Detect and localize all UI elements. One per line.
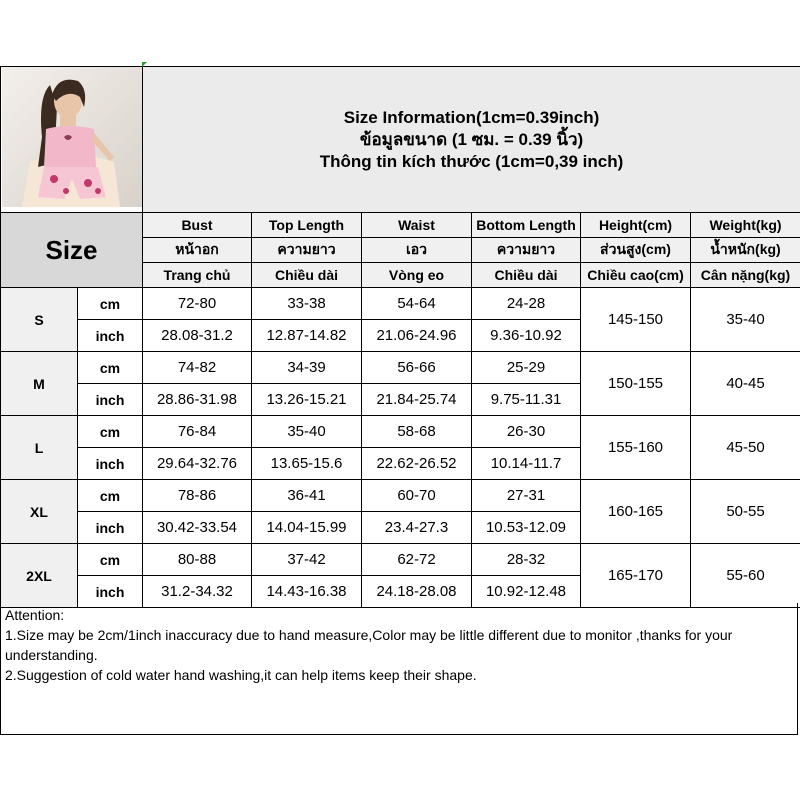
- height-header-en: Height(cm): [581, 213, 691, 238]
- bottom-length-header-th: ความยาว: [472, 238, 581, 263]
- measurement-cell: 37-42: [252, 544, 362, 576]
- top-length-header-vi: Chiều dài: [252, 263, 362, 288]
- weight-cell: 45-50: [691, 416, 800, 480]
- model-photo-icon: [2, 67, 142, 207]
- size-row: [1, 480, 800, 512]
- size-label: 2XL: [1, 544, 78, 608]
- measurement-cell: 10.92-12.48: [472, 576, 581, 608]
- size-label: XL: [1, 480, 78, 544]
- measurement-cell: 21.06-24.96: [362, 320, 472, 352]
- measurement-cell: 24-28: [472, 288, 581, 320]
- size-row: [1, 288, 800, 320]
- size-label: M: [1, 352, 78, 416]
- size-information-header: [143, 67, 800, 213]
- corner-marker-icon: [142, 62, 147, 67]
- size-row: [1, 544, 800, 576]
- measurement-cell: 54-64: [362, 288, 472, 320]
- header-title-en: Size Information(1cm=0.39inch): [343, 107, 600, 127]
- measurement-cell: 24.18-28.08: [362, 576, 472, 608]
- unit-label: cm: [78, 288, 143, 320]
- size-row: [1, 352, 800, 384]
- measurement-cell: 33-38: [252, 288, 362, 320]
- measurement-cell: 12.87-14.82: [252, 320, 362, 352]
- bottom-length-header-vi: Chiều dài: [472, 263, 581, 288]
- unit-label: cm: [78, 544, 143, 576]
- top-length-header-th: ความยาว: [252, 238, 362, 263]
- waist-header-th: เอว: [362, 238, 472, 263]
- attention-notes: [0, 603, 798, 735]
- measurement-cell: 25-29: [472, 352, 581, 384]
- measurement-cell: 9.36-10.92: [472, 320, 581, 352]
- size-label: L: [1, 416, 78, 480]
- unit-label: cm: [78, 352, 143, 384]
- measurement-cell: 10.53-12.09: [472, 512, 581, 544]
- measurement-cell: 23.4-27.3: [362, 512, 472, 544]
- weight-header-vi: Cân nặng(kg): [691, 263, 800, 288]
- unit-label: cm: [78, 480, 143, 512]
- unit-label: inch: [78, 320, 143, 352]
- size-row: [1, 416, 800, 448]
- measurement-cell: 80-88: [143, 544, 252, 576]
- measurement-cell: 27-31: [472, 480, 581, 512]
- measurement-cell: 9.75-11.31: [472, 384, 581, 416]
- unit-label: inch: [78, 448, 143, 480]
- bust-header-en: Bust: [143, 213, 252, 238]
- measurement-cell: 30.42-33.54: [143, 512, 252, 544]
- waist-header-vi: Vòng eo: [362, 263, 472, 288]
- attention-title: Attention:: [5, 607, 65, 623]
- unit-label: cm: [78, 416, 143, 448]
- weight-cell: 50-55: [691, 480, 800, 544]
- top-length-header-en: Top Length: [252, 213, 362, 238]
- weight-cell: 40-45: [691, 352, 800, 416]
- measurement-cell: 58-68: [362, 416, 472, 448]
- weight-cell: 35-40: [691, 288, 800, 352]
- measurement-cell: 28.08-31.2: [143, 320, 252, 352]
- measurement-cell: 10.14-11.7: [472, 448, 581, 480]
- height-header-vi: Chiều cao(cm): [581, 263, 691, 288]
- height-cell: 150-155: [581, 352, 691, 416]
- size-table: [0, 66, 800, 608]
- measurement-cell: 14.43-16.38: [252, 576, 362, 608]
- attention-note-1: 1.Size may be 2cm/1inch inaccuracy due to hand measure,Color may be little different due to monitor ,thanks for your understanding.: [5, 627, 733, 663]
- header-title-th: ข้อมูลขนาด (1 ซม. = 0.39 นิ้ว): [359, 129, 584, 149]
- height-cell: 165-170: [581, 544, 691, 608]
- weight-header-th: น้ำหนัก(kg): [691, 238, 800, 263]
- height-cell: 160-165: [581, 480, 691, 544]
- size-label: S: [1, 288, 78, 352]
- measurement-cell: 13.26-15.21: [252, 384, 362, 416]
- measurement-cell: 62-72: [362, 544, 472, 576]
- attention-note-2: 2.Suggestion of cold water hand washing,it can help items keep their shape.: [5, 667, 477, 683]
- unit-label: inch: [78, 576, 143, 608]
- measurement-cell: 35-40: [252, 416, 362, 448]
- unit-label: inch: [78, 384, 143, 416]
- bust-header-th: หน้าอก: [143, 238, 252, 263]
- measurement-cell: 56-66: [362, 352, 472, 384]
- measurement-cell: 34-39: [252, 352, 362, 384]
- measurement-cell: 76-84: [143, 416, 252, 448]
- unit-label: inch: [78, 512, 143, 544]
- measurement-cell: 21.84-25.74: [362, 384, 472, 416]
- size-column-title: Size: [1, 213, 143, 288]
- height-cell: 145-150: [581, 288, 691, 352]
- measurement-cell: 26-30: [472, 416, 581, 448]
- measurement-cell: 13.65-15.6: [252, 448, 362, 480]
- height-header-th: ส่วนสูง(cm): [581, 238, 691, 263]
- measurement-cell: 31.2-34.32: [143, 576, 252, 608]
- measurement-cell: 14.04-15.99: [252, 512, 362, 544]
- measurement-cell: 29.64-32.76: [143, 448, 252, 480]
- bottom-length-header-en: Bottom Length: [472, 213, 581, 238]
- bust-header-vi: Trang chủ: [143, 263, 252, 288]
- weight-header-en: Weight(kg): [691, 213, 800, 238]
- measurement-cell: 60-70: [362, 480, 472, 512]
- measurement-cell: 28.86-31.98: [143, 384, 252, 416]
- measurement-cell: 74-82: [143, 352, 252, 384]
- header-title-vi: Thông tin kích thước (1cm=0,39 inch): [319, 151, 624, 171]
- measurement-cell: 28-32: [472, 544, 581, 576]
- size-chart: [0, 66, 800, 736]
- measurement-cell: 72-80: [143, 288, 252, 320]
- measurement-cell: 22.62-26.52: [362, 448, 472, 480]
- product-photo: [1, 67, 143, 213]
- weight-cell: 55-60: [691, 544, 800, 608]
- measurement-cell: 36-41: [252, 480, 362, 512]
- measurement-cell: 78-86: [143, 480, 252, 512]
- waist-header-en: Waist: [362, 213, 472, 238]
- height-cell: 155-160: [581, 416, 691, 480]
